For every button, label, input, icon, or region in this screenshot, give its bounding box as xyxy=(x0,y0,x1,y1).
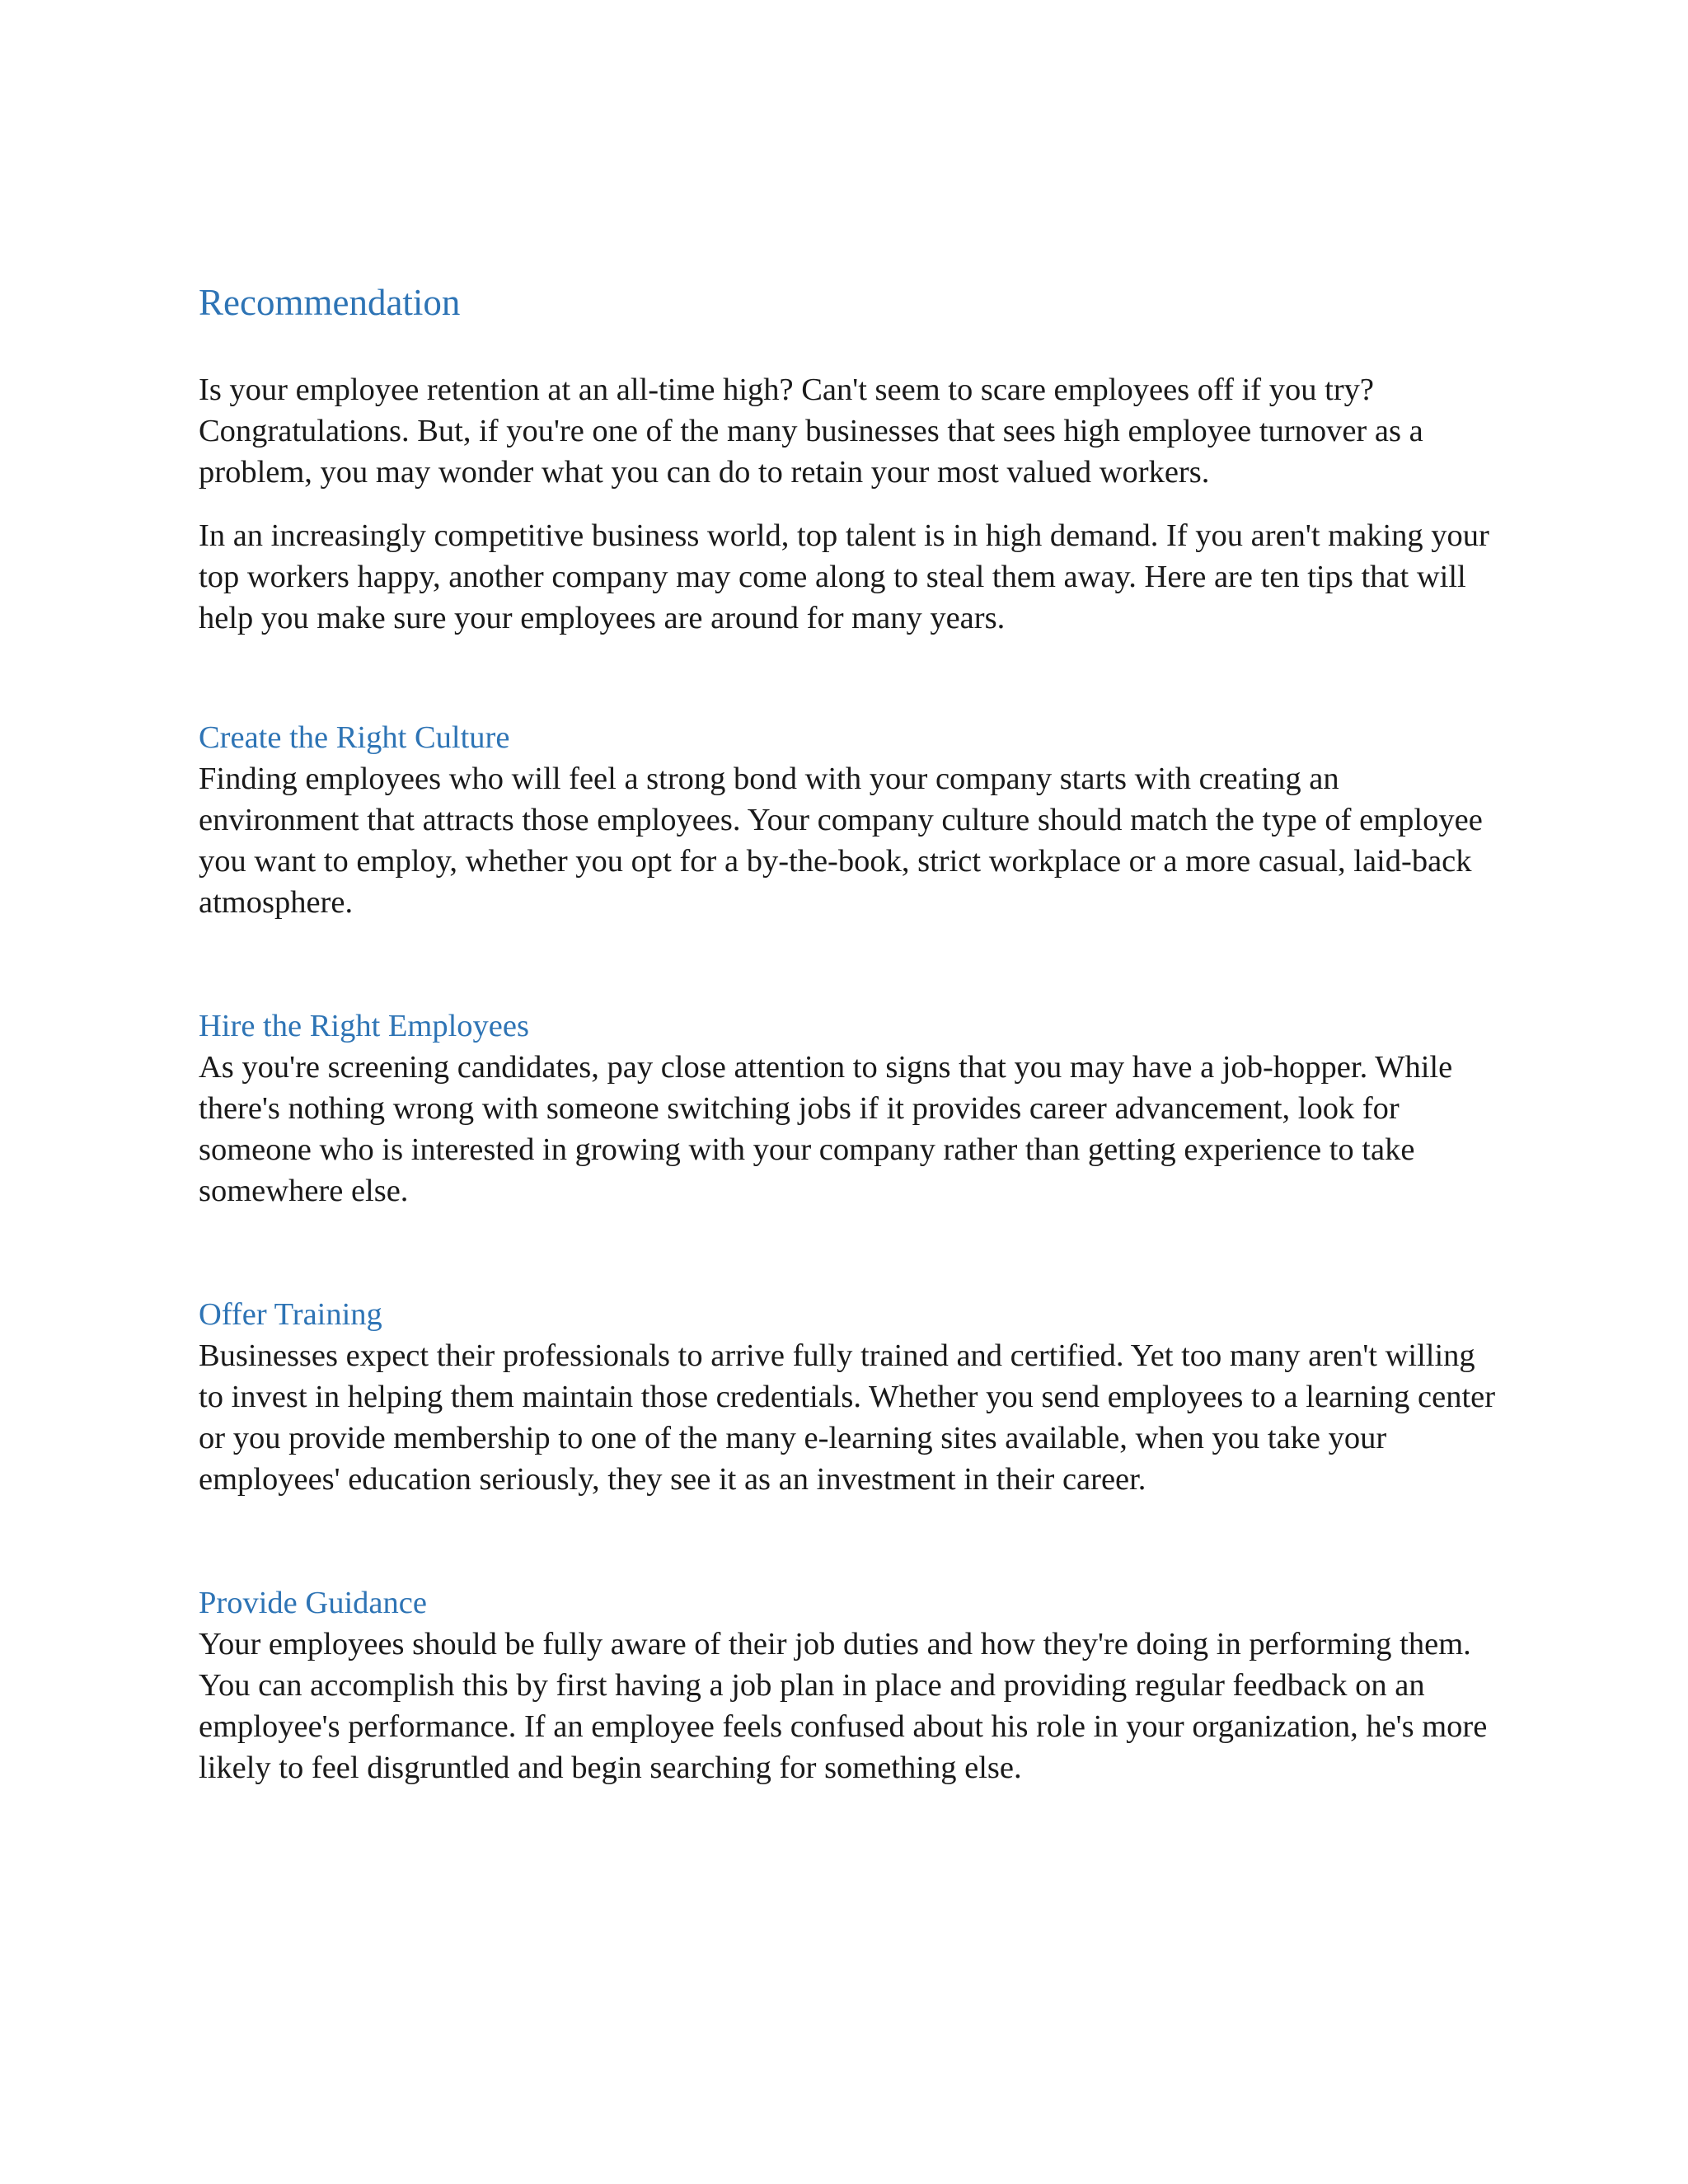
section-guidance xyxy=(199,1582,1501,1788)
section-body: Finding employees who will feel a strong bond with your company starts with creating an environment that attracts those employees. Your company culture should match the type of employee you want to employ, whether you opt for a by-the-book, strict workplace or a more casual, laid-back atmosphere. xyxy=(199,762,1483,920)
document-content xyxy=(199,265,1501,1788)
section-heading: Hire the Right Employees xyxy=(199,1009,529,1043)
intro-section xyxy=(199,369,1501,639)
section-training xyxy=(199,1294,1501,1500)
intro-paragraph-2: In an increasingly competitive business world, top talent is in high demand. If you aren't making your top workers happy, another company may come along to steal them away. Here are ten tips that will help you make sure your employees are around for many years. xyxy=(199,518,1489,635)
sections-list xyxy=(199,717,1501,1788)
intro-paragraph-1: Is your employee retention at an all-time high? Can't seem to scare employees off if you try? Congratulations. But, if you're one of the many businesses that sees high employee turnover as a problem, you may wonder what you can do to retain your most valued workers. xyxy=(199,373,1423,490)
page-title: Recommendation xyxy=(199,282,461,323)
section-body: Businesses expect their professionals to arrive fully trained and certified. Yet too many aren't willing to invest in helping them maintain those credentials. Whether you send employees to a learning center or you provide membership to one of the many e-learning sites available, when you take your employees' education seriously, they see it as an investment in their career. xyxy=(199,1338,1496,1497)
section-hiring xyxy=(199,1005,1501,1212)
section-heading: Offer Training xyxy=(199,1297,382,1332)
section-body: Your employees should be fully aware of their job duties and how they're doing in performing them. You can accomplish this by first having a job plan in place and providing regular feedback on an employee's performance. If an employee feels confused about his role in your organization, he's more likely to feel disgruntled and begin searching for something else. xyxy=(199,1627,1488,1785)
section-body: As you're screening candidates, pay close attention to signs that you may have a job-hopper. While there's nothing wrong with someone switching jobs if it provides career advancement, look for someone who is interested in growing with your company rather than getting experience to take somewhere else. xyxy=(199,1050,1453,1208)
section-heading: Create the Right Culture xyxy=(199,720,510,755)
section-heading: Provide Guidance xyxy=(199,1586,427,1620)
section-culture xyxy=(199,717,1501,923)
